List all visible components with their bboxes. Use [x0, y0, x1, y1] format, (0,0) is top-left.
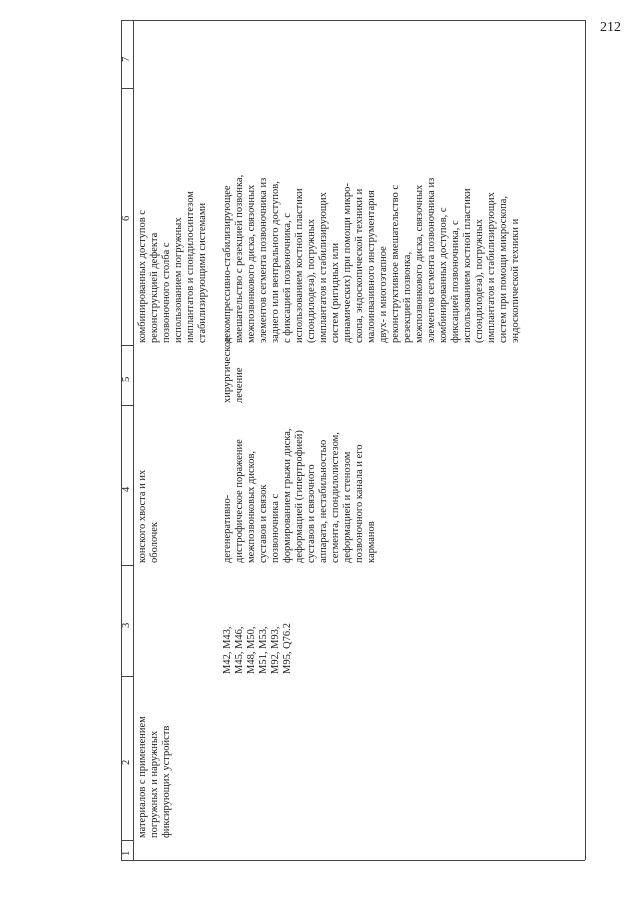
- header-col-4: 4: [121, 486, 132, 492]
- header-divider: [133, 20, 134, 860]
- table-border-right: [585, 20, 586, 860]
- header-col-3: 3: [121, 622, 132, 628]
- header-col-2: 2: [121, 759, 132, 765]
- col3-codes: M42, M43, M45, M46, M48, M50, M51, M53, M92, M93, M95, Q76.2: [222, 622, 293, 674]
- col-divider-4: [121, 565, 133, 566]
- col-divider-1: [121, 860, 585, 861]
- col4-top: конского хвоста и их оболочек: [137, 469, 160, 563]
- header-col-5: 5: [121, 376, 132, 382]
- col6-text: декомпрессивно-стабилизирующее вмешательство с резекцией позвонка, межпозвонкового диска, связочных элементов сегмента позвоночника из заднего или вентрального доступов, с фиксацией позвоночника, с использованием костной пластики (спондилодеза), погружных имплантатов и стабилизирующих систем (ригидных или динамических) при помощи микро- скопа, эндоскопической техники и малоинвазивного инструментария двух- и многоэтапное реконструктивное вмешательство с резекцией позвонка, межпозвонкового диска, связочных элементов сегмента позвоночника из комбинированных доступов, с фиксацией позвоночника, с использованием костной пластики (спондилодеза), погружных имплантатов и стабилизирующих систем при помощи микроскопа, эндоскопической техники и: [222, 174, 521, 343]
- col2-text: материалов с применением погружных и наружных фиксирующих устройств: [137, 716, 172, 838]
- col-divider-5: [121, 405, 133, 406]
- table-border-top: [121, 20, 585, 21]
- col-divider-6: [121, 345, 133, 346]
- header-col-1: 1: [121, 850, 132, 856]
- col6-top: комбинированных доступов с реконструкцией дефекта позвоночного столба с использованием погружных имплантатов и спондилосинтезом стабилизирующими системами: [137, 191, 208, 343]
- header-col-7: 7: [121, 56, 132, 62]
- col-divider-7: [121, 88, 133, 89]
- col5-text: хирургическое лечение: [222, 337, 245, 403]
- table-border-left: [121, 20, 122, 860]
- col4-text: дегенеративно- дистрофическое поражение межпозвонковых дисков, суставов и связок позвоночника с формированием грыжи диска, деформацией (гипертрофией) суставов и связочного аппарата, нестабильностью сегмента, спондилолистезом, деформацией и стенозом позвоночного канала и его карманов: [222, 428, 377, 563]
- col-divider-2: [121, 840, 133, 841]
- page-number: 212: [600, 20, 621, 35]
- col-divider-3: [121, 676, 133, 677]
- header-col-6: 6: [121, 215, 132, 221]
